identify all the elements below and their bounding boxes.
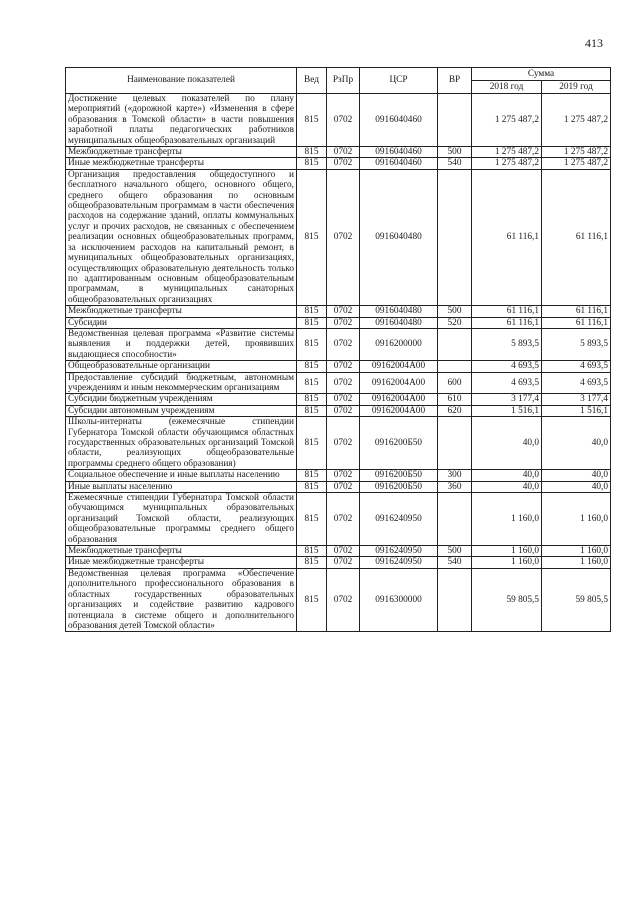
cell-rzpr: 0702 bbox=[327, 405, 360, 416]
header-csr: ЦСР bbox=[360, 68, 438, 94]
cell-2018: 1 160,0 bbox=[472, 493, 542, 546]
header-name: Наименование показателей bbox=[66, 68, 297, 94]
cell-2018: 1 516,1 bbox=[472, 405, 542, 416]
cell-rzpr: 0702 bbox=[327, 317, 360, 328]
cell-ved: 815 bbox=[297, 361, 327, 372]
cell-2019: 4 693,5 bbox=[542, 361, 611, 372]
table-row bbox=[66, 557, 611, 568]
table-row bbox=[66, 317, 611, 328]
cell-rzpr: 0702 bbox=[327, 470, 360, 481]
cell-2019: 1 275 487,2 bbox=[542, 158, 611, 169]
cell-csr: 0916040460 bbox=[360, 147, 438, 158]
cell-2019: 5 893,5 bbox=[542, 328, 611, 360]
cell-name: Субсидии бюджетным учреждениям bbox=[66, 394, 297, 405]
cell-2019: 40,0 bbox=[542, 481, 611, 492]
cell-rzpr: 0702 bbox=[327, 147, 360, 158]
cell-name: Ведомственная целевая программа «Обеспечение дополнительного профессионального образования в областных государственных образовательных организациях и содействие развитию кадрового потенциала в системе общего и дополнительного образования детей Томской области» bbox=[66, 568, 297, 631]
cell-2019: 1 275 487,2 bbox=[542, 147, 611, 158]
cell-ved: 815 bbox=[297, 481, 327, 492]
cell-2018: 5 893,5 bbox=[472, 328, 542, 360]
table-row bbox=[66, 328, 611, 360]
header-vr: ВР bbox=[438, 68, 472, 94]
table-row bbox=[66, 546, 611, 557]
cell-2018: 61 116,1 bbox=[472, 169, 542, 305]
cell-2018: 59 805,5 bbox=[472, 568, 542, 631]
cell-vr: 300 bbox=[438, 470, 472, 481]
cell-ved: 815 bbox=[297, 94, 327, 147]
cell-name: Социальное обеспечение и иные выплаты населению bbox=[66, 470, 297, 481]
cell-csr: 0916200Б50 bbox=[360, 481, 438, 492]
cell-rzpr: 0702 bbox=[327, 94, 360, 147]
cell-ved: 815 bbox=[297, 169, 327, 305]
cell-csr: 0916040480 bbox=[360, 169, 438, 305]
cell-name: Иные выплаты населению bbox=[66, 481, 297, 492]
cell-rzpr: 0702 bbox=[327, 361, 360, 372]
cell-csr: 0916040480 bbox=[360, 317, 438, 328]
cell-vr: 620 bbox=[438, 405, 472, 416]
cell-2018: 61 116,1 bbox=[472, 317, 542, 328]
table-row bbox=[66, 94, 611, 147]
table-row bbox=[66, 372, 611, 394]
cell-name: Межбюджетные трансферты bbox=[66, 147, 297, 158]
cell-2018: 40,0 bbox=[472, 481, 542, 492]
cell-vr: 360 bbox=[438, 481, 472, 492]
cell-2019: 61 116,1 bbox=[542, 317, 611, 328]
cell-2018: 1 275 487,2 bbox=[472, 94, 542, 147]
cell-2019: 1 516,1 bbox=[542, 405, 611, 416]
table-row bbox=[66, 493, 611, 546]
cell-2018: 3 177,4 bbox=[472, 394, 542, 405]
cell-ved: 815 bbox=[297, 372, 327, 394]
cell-name: Иные межбюджетные трансферты bbox=[66, 557, 297, 568]
cell-csr: 0916300000 bbox=[360, 568, 438, 631]
cell-vr bbox=[438, 94, 472, 147]
cell-csr: 0916040480 bbox=[360, 306, 438, 317]
cell-csr: 0916200Б50 bbox=[360, 417, 438, 470]
cell-csr: 0916040460 bbox=[360, 158, 438, 169]
cell-csr: 09162004А00 bbox=[360, 361, 438, 372]
cell-ved: 815 bbox=[297, 568, 327, 631]
cell-vr bbox=[438, 417, 472, 470]
table-row bbox=[66, 394, 611, 405]
cell-2018: 1 275 487,2 bbox=[472, 158, 542, 169]
cell-2019: 1 160,0 bbox=[542, 546, 611, 557]
cell-name: Межбюджетные трансферты bbox=[66, 546, 297, 557]
cell-csr: 09162004А00 bbox=[360, 394, 438, 405]
cell-rzpr: 0702 bbox=[327, 394, 360, 405]
cell-rzpr: 0702 bbox=[327, 306, 360, 317]
cell-ved: 815 bbox=[297, 405, 327, 416]
cell-rzpr: 0702 bbox=[327, 417, 360, 470]
cell-csr: 09162004А00 bbox=[360, 405, 438, 416]
cell-vr: 610 bbox=[438, 394, 472, 405]
cell-ved: 815 bbox=[297, 546, 327, 557]
cell-csr: 09162004А00 bbox=[360, 372, 438, 394]
cell-2018: 1 275 487,2 bbox=[472, 147, 542, 158]
cell-vr: 540 bbox=[438, 158, 472, 169]
table-body bbox=[66, 94, 611, 632]
cell-ved: 815 bbox=[297, 317, 327, 328]
table-row bbox=[66, 417, 611, 470]
cell-2019: 40,0 bbox=[542, 470, 611, 481]
cell-vr bbox=[438, 568, 472, 631]
cell-vr: 500 bbox=[438, 306, 472, 317]
budget-table bbox=[65, 67, 611, 632]
cell-ved: 815 bbox=[297, 158, 327, 169]
header-2019: 2019 год bbox=[542, 81, 611, 94]
cell-name: Ведомственная целевая программа «Развитие системы выявления и поддержки детей, проявивших выдающиеся способности» bbox=[66, 328, 297, 360]
table-row bbox=[66, 361, 611, 372]
cell-ved: 815 bbox=[297, 328, 327, 360]
cell-name: Ежемесячные стипендии Губернатора Томской области обучающимся муниципальных образовательных организаций Томской области, реализующих общеобразовательные программы среднего общего образования bbox=[66, 493, 297, 546]
cell-rzpr: 0702 bbox=[327, 568, 360, 631]
cell-rzpr: 0702 bbox=[327, 328, 360, 360]
cell-rzpr: 0702 bbox=[327, 169, 360, 305]
cell-csr: 0916040460 bbox=[360, 94, 438, 147]
cell-name: Субсидии автономным учреждениям bbox=[66, 405, 297, 416]
cell-ved: 815 bbox=[297, 417, 327, 470]
table-row bbox=[66, 405, 611, 416]
cell-vr bbox=[438, 493, 472, 546]
header-rzpr: РзПр bbox=[327, 68, 360, 94]
cell-name: Межбюджетные трансферты bbox=[66, 306, 297, 317]
cell-2019: 1 275 487,2 bbox=[542, 94, 611, 147]
cell-rzpr: 0702 bbox=[327, 481, 360, 492]
cell-2019: 40,0 bbox=[542, 417, 611, 470]
cell-csr: 0916240950 bbox=[360, 493, 438, 546]
cell-2018: 4 693,5 bbox=[472, 372, 542, 394]
cell-vr: 520 bbox=[438, 317, 472, 328]
cell-name: Общеобразовательные организации bbox=[66, 361, 297, 372]
cell-2018: 61 116,1 bbox=[472, 306, 542, 317]
cell-csr: 0916240950 bbox=[360, 557, 438, 568]
cell-2018: 4 693,5 bbox=[472, 361, 542, 372]
cell-vr bbox=[438, 169, 472, 305]
cell-rzpr: 0702 bbox=[327, 493, 360, 546]
cell-ved: 815 bbox=[297, 394, 327, 405]
cell-2018: 40,0 bbox=[472, 470, 542, 481]
cell-csr: 0916200Б50 bbox=[360, 470, 438, 481]
cell-2018: 1 160,0 bbox=[472, 546, 542, 557]
cell-ved: 815 bbox=[297, 493, 327, 546]
cell-ved: 815 bbox=[297, 147, 327, 158]
table-row bbox=[66, 169, 611, 305]
header-ved: Вед bbox=[297, 68, 327, 94]
cell-2019: 59 805,5 bbox=[542, 568, 611, 631]
cell-name: Школы-интернаты (ежемесячные стипендии Губернатора Томской области обучающимся областных государственных образовательных организаций Томской области, реализующих общеобразовательные программы среднего общего образования) bbox=[66, 417, 297, 470]
cell-csr: 0916200000 bbox=[360, 328, 438, 360]
header-2018: 2018 год bbox=[472, 81, 542, 94]
cell-name: Иные межбюджетные трансферты bbox=[66, 158, 297, 169]
table-row bbox=[66, 306, 611, 317]
page-number: 413 bbox=[585, 36, 603, 50]
cell-2019: 1 160,0 bbox=[542, 493, 611, 546]
cell-2019: 61 116,1 bbox=[542, 169, 611, 305]
cell-rzpr: 0702 bbox=[327, 158, 360, 169]
header-sum: Сумма bbox=[472, 68, 611, 81]
cell-2019: 4 693,5 bbox=[542, 372, 611, 394]
cell-vr bbox=[438, 361, 472, 372]
cell-ved: 815 bbox=[297, 557, 327, 568]
cell-rzpr: 0702 bbox=[327, 546, 360, 557]
cell-ved: 815 bbox=[297, 470, 327, 481]
cell-vr bbox=[438, 328, 472, 360]
table-row bbox=[66, 147, 611, 158]
cell-rzpr: 0702 bbox=[327, 372, 360, 394]
cell-name: Предоставление субсидий бюджетным, автономным учреждениям и иным некоммерческим организациям bbox=[66, 372, 297, 394]
table-row bbox=[66, 481, 611, 492]
cell-rzpr: 0702 bbox=[327, 557, 360, 568]
cell-2019: 61 116,1 bbox=[542, 306, 611, 317]
cell-name: Субсидии bbox=[66, 317, 297, 328]
cell-vr: 500 bbox=[438, 546, 472, 557]
table-row bbox=[66, 568, 611, 631]
cell-csr: 0916240950 bbox=[360, 546, 438, 557]
cell-vr: 500 bbox=[438, 147, 472, 158]
cell-name: Достижение целевых показателей по плану мероприятий («дорожной карте») «Изменения в сфере образования в Томской области» в части повышения заработной платы педагогических работников муниципальных общеобразовательных организаций bbox=[66, 94, 297, 147]
cell-vr: 600 bbox=[438, 372, 472, 394]
cell-vr: 540 bbox=[438, 557, 472, 568]
cell-ved: 815 bbox=[297, 306, 327, 317]
cell-2018: 40,0 bbox=[472, 417, 542, 470]
cell-2018: 1 160,0 bbox=[472, 557, 542, 568]
cell-2019: 1 160,0 bbox=[542, 557, 611, 568]
table-row bbox=[66, 158, 611, 169]
cell-2019: 3 177,4 bbox=[542, 394, 611, 405]
cell-name: Организация предоставления общедоступного и бесплатного начального общего, основного общего, среднего общего образования по основным общеобразовательным программам в части обеспечения расходов на содержание зданий, оплаты коммунальных услуг и прочих расходов, не связанных с обеспечением реализации основных общеобразовательных программ, за исключением расходов на капитальный ремонт, в муниципальных общеобразовательных организациях, осуществляющих образовательную деятельность только по адаптированным основным общеобразовательным программам, в муниципальных санаторных общеобразовательных организациях bbox=[66, 169, 297, 305]
table-row bbox=[66, 470, 611, 481]
